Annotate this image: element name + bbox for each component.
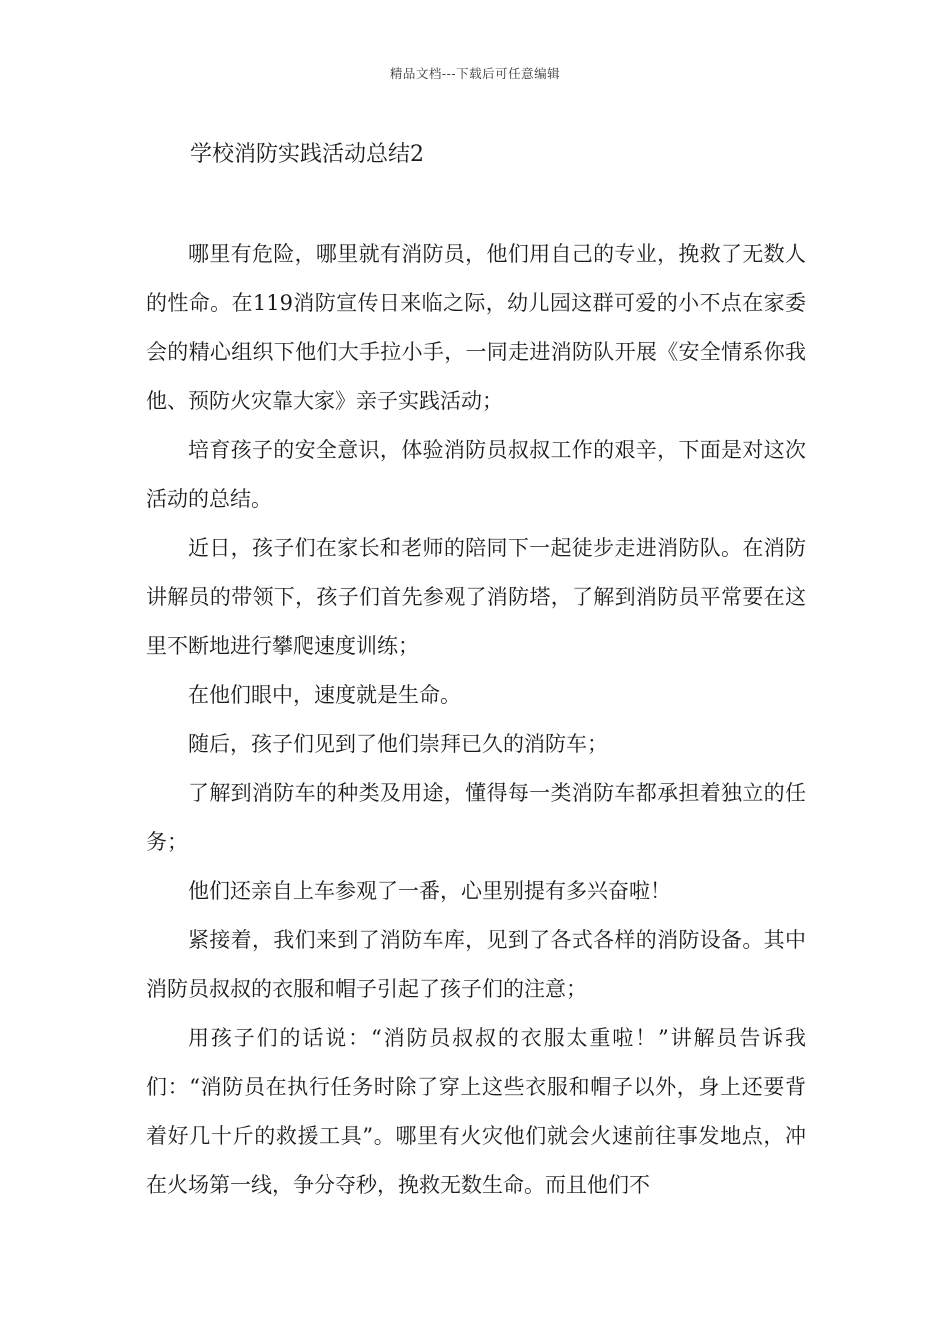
body-paragraph: 用孩子们的话说：“消防员叔叔的衣服太重啦！”讲解员告诉我们：“消防员在执行任务时除了穿上这些衣服和帽子以外，身上还要背着好几十斤的救援工具”。哪里有火灾他们就会火速前往事发地点，冲在火场第一线，争分夺秒，挽救无数生命。而且他们不: [146, 1026, 806, 1197]
body-paragraph: 培育孩子的安全意识，体验消防员叔叔工作的艰辛，下面是对这次活动的总结。: [146, 438, 806, 511]
document-body: [146, 230, 806, 1210]
body-paragraph: 他们还亲自上车参观了一番，心里别提有多兴奋啦！: [188, 879, 671, 903]
body-paragraph: 哪里有危险，哪里就有消防员，他们用自己的专业，挽救了无数人的性命。在119消防宣传日来临之际，幼儿园这群可爱的小不点在家委会的精心组织下他们大手拉小手，一同走进消防队开展《安全情系你我他、预防火灾靠大家》亲子实践活动；: [146, 242, 806, 413]
body-paragraph: 在他们眼中，速度就是生命。: [188, 683, 461, 707]
body-paragraph: 紧接着，我们来到了消防车库，见到了各式各样的消防设备。其中消防员叔叔的衣服和帽子引起了孩子们的注意；: [146, 928, 806, 1001]
document-title: 学校消防实践活动总结2: [190, 142, 424, 167]
body-paragraph: 近日，孩子们在家长和老师的陪同下一起徒步走进消防队。在消防讲解员的带领下，孩子们首先参观了消防塔，了解到消防员平常要在这里不断地进行攀爬速度训练；: [146, 536, 806, 658]
page-header: 精品文档---下载后可任意编辑: [389, 66, 561, 81]
body-paragraph: 随后，孩子们见到了他们崇拜已久的消防车；: [188, 732, 608, 756]
body-paragraph: 了解到消防车的种类及用途，懂得每一类消防车都承担着独立的任务；: [146, 781, 806, 854]
